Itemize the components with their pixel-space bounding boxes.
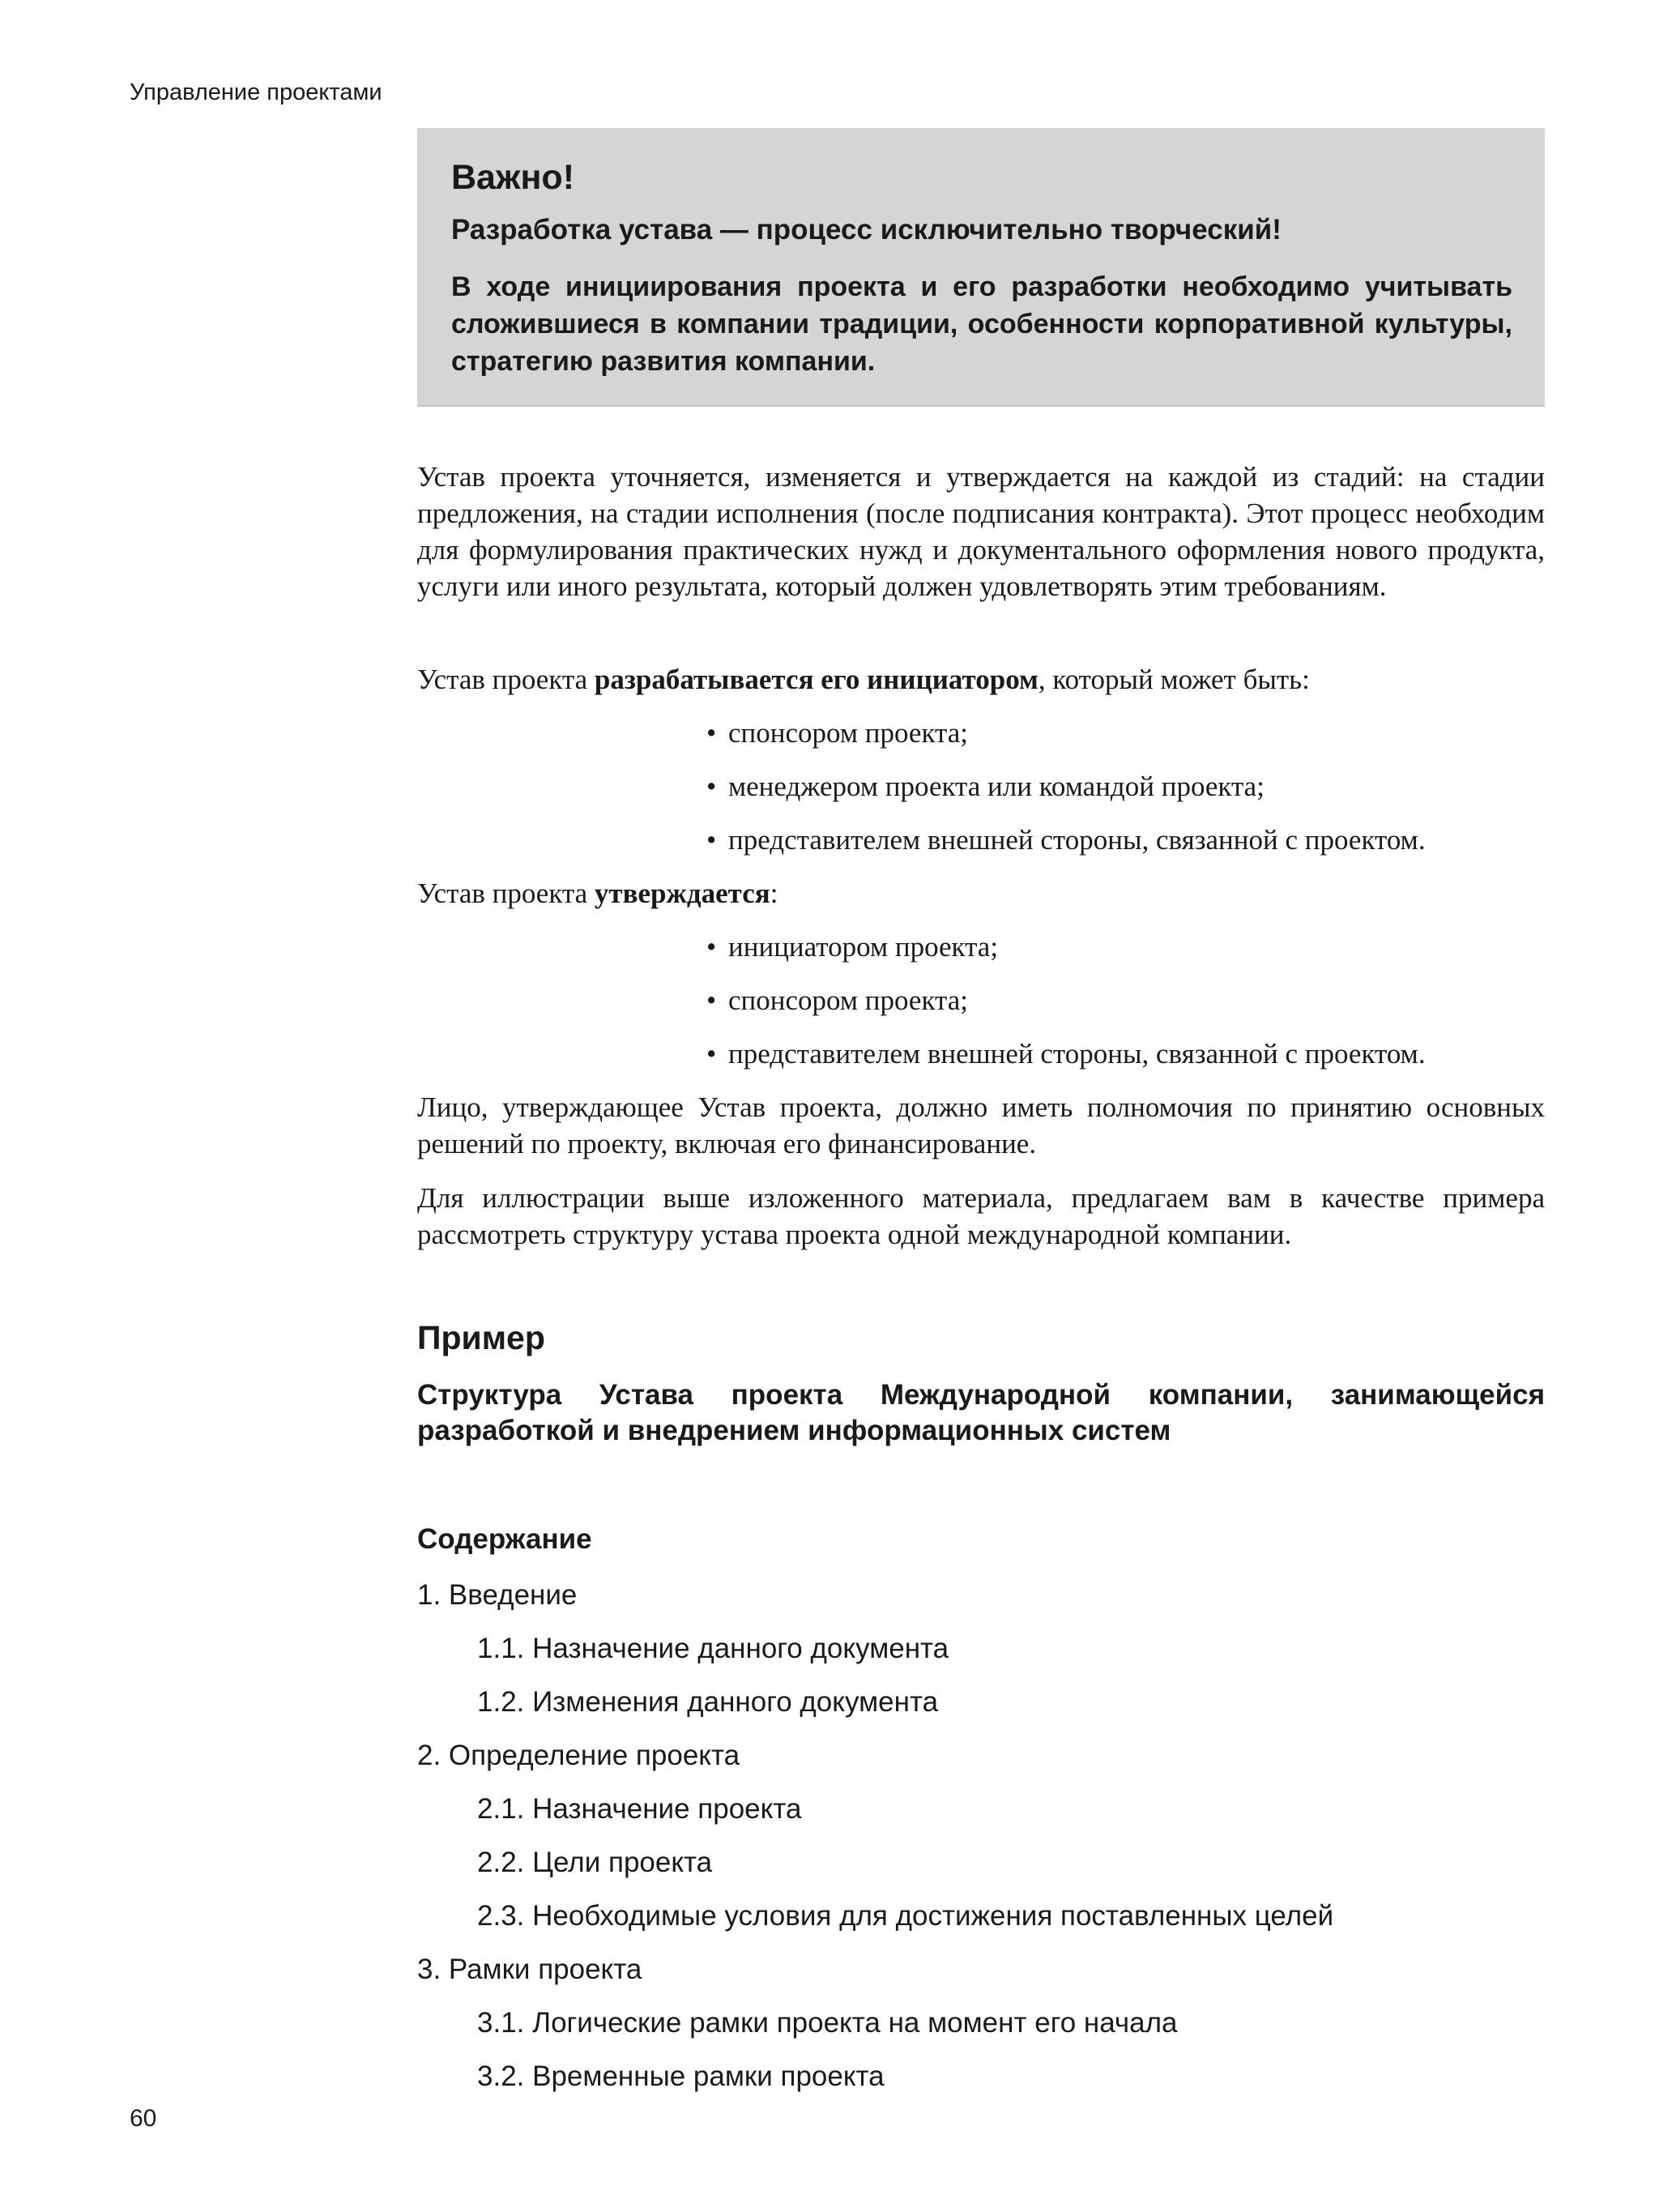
paragraph-authority: Лицо, утверждающее Устав проекта, должно иметь полномочия по принятию основных решений по проекту, включая его финансирование. — [417, 1091, 1545, 1159]
toc-item: 1.1. Назначение данного документа — [477, 1633, 949, 1664]
callout-title: Важно! — [451, 158, 575, 197]
paragraph-emphasis: разрабатывается его инициатором — [594, 664, 1038, 695]
page-number: 60 — [130, 2105, 157, 2132]
paragraph-suffix: : — [770, 878, 778, 909]
paragraph-charter-approval — [417, 875, 1545, 912]
example-subtitle: Структура Устава проекта Международной компании, занимающейся разработкой и внедрением информационных систем — [417, 1379, 1545, 1446]
toc-item: 2.3. Необходимые условия для достижения поставленных целей — [477, 1900, 1334, 1932]
callout-text: В ходе инициирования проекта и его разработки необходимо учитывать сложившиеся в компании традиции, особенности корпоративной культуры, стратегию развития компании. — [451, 271, 1512, 377]
list-item: • представителем внешней стороны, связанной с проектом. — [706, 822, 1545, 875]
paragraph-emphasis: утверждается — [594, 878, 770, 909]
toc-item: 1.2. Изменения данного документа — [477, 1686, 939, 1718]
paragraph-suffix: , который может быть: — [1038, 664, 1310, 695]
initiator-list — [706, 715, 1545, 875]
list-item: • представителем внешней стороны, связанной с проектом. — [706, 1036, 1545, 1089]
paragraph-illustration: Для иллюстрации выше изложенного материала, предлагаем вам в качестве примера рассмотреть структуру устава проекта одной международной компании. — [417, 1182, 1545, 1250]
important-callout — [417, 128, 1545, 407]
toc-item: 2.2. Цели проекта — [477, 1847, 713, 1878]
paragraph-charter-initiator — [417, 661, 1545, 698]
list-item: • менеджером проекта или командой проекта; — [706, 768, 1545, 822]
paragraph-prefix: Устав проекта — [417, 664, 595, 695]
list-item: • инициатором проекта; — [706, 929, 1545, 982]
paragraph-charter-stages: Устав проекта уточняется, изменяется и утверждается на каждой из стадий: на стадии предложения, на стадии исполнения (после подписания контракта). Этот процесс необходим для формулирования практических нужд и документального оформления нового продукта, услуги или иного результата, который должен удовлетворять этим требованиям. — [417, 461, 1545, 602]
list-item: • спонсором проекта; — [706, 715, 1545, 768]
toc-heading: Содержание — [417, 1523, 592, 1555]
paragraph-prefix: Устав проекта — [417, 878, 595, 909]
running-head: Управление проектами — [130, 79, 382, 105]
toc-item: 1. Введение — [417, 1579, 578, 1611]
approver-list — [706, 929, 1545, 1089]
toc-item: 3. Рамки проекта — [417, 1954, 642, 1985]
example-title: Пример — [417, 1319, 545, 1356]
table-of-contents — [417, 1577, 1545, 2112]
toc-item: 2.1. Назначение проекта — [477, 1793, 802, 1825]
toc-item: 3.2. Временные рамки проекта — [477, 2060, 885, 2092]
list-item: • спонсором проекта; — [706, 982, 1545, 1036]
toc-item: 2. Определение проекта — [417, 1740, 740, 1771]
toc-item: 3.1. Логические рамки проекта на момент его начала — [477, 2007, 1178, 2039]
callout-lead: Разработка устава — процесс исключительно творческий! — [451, 214, 1282, 246]
